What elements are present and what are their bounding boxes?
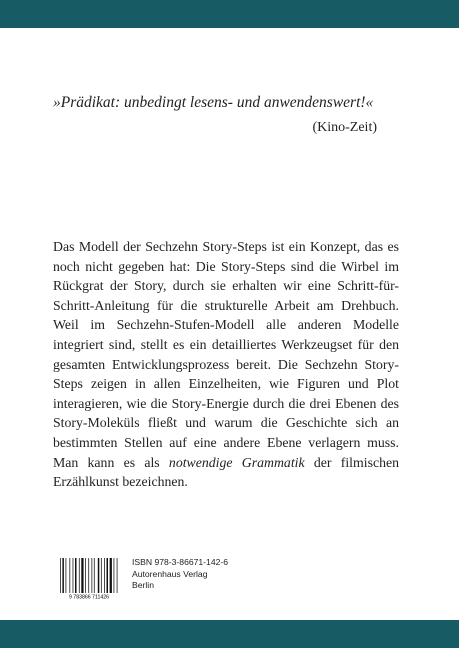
barcode-bar — [79, 558, 80, 593]
blurb-text — [53, 237, 399, 492]
barcode-bar — [110, 558, 112, 593]
barcode-bar — [66, 558, 67, 593]
barcode-bar — [98, 558, 100, 593]
barcode-bar — [101, 558, 102, 593]
barcode-bar — [62, 558, 64, 593]
isbn-barcode — [57, 556, 121, 600]
barcode-icon — [57, 556, 121, 600]
barcode-bar — [117, 558, 118, 593]
barcode-bar — [114, 558, 115, 593]
review-source: (Kino-Zeit) — [312, 120, 377, 135]
isbn-number: ISBN 978-3-86671-142-6 — [132, 557, 229, 567]
blurb-emphasis: notwendige Grammatik — [168, 454, 305, 470]
blurb-part-2: der filmischen Erzählkunst bezeichnen. — [53, 454, 399, 490]
blurb-part-1: Das Modell der Sechzehn Story-Steps ist ein Konzept, das es noch nicht gegeben hat: Die Story-Steps sind die Wirbel im Rückgrat der Story, durch sie erhalten wir eine Schritt-für-Schritt-Anleitung für die strukturelle Arbeit am Drehbuch. Weil im Sechzehn-Stufen-Modell alle anderen Modelle integriert sind, stellt es ein detailliertes Werkzeugset für den gesamten Entwicklungsprozess bereit. Die Sechzehn Story-Steps zeigen in allen Einzelheiten, wie Figuren und Plot interagieren, wie die Story-Energie durch die drei Ebenen des Story-Moleküls fließt und warum die Geschichte sich an bestimmten Stellen auf eine andere Ebene verlagern muss. Man kann es als — [53, 239, 399, 470]
barcode-bar — [88, 558, 89, 593]
barcode-bar — [81, 558, 83, 593]
top-color-band — [0, 0, 459, 28]
barcode-bar — [85, 558, 86, 593]
publisher-name: Autorenhaus Verlag — [132, 568, 208, 579]
barcode-digits: 9 783866 711426 — [68, 594, 110, 600]
review-quote: »Prädikat: unbedingt lesens- und anwendenswert!« — [53, 94, 374, 111]
publisher-city: Berlin — [132, 580, 154, 590]
barcode-bar — [104, 558, 105, 593]
barcode-bar — [73, 558, 74, 593]
barcode-bar — [92, 558, 93, 593]
imprint-block — [132, 557, 228, 592]
barcode-bar — [60, 558, 61, 593]
barcode-bar — [107, 558, 109, 593]
barcode-bar — [69, 558, 70, 593]
barcode-bar — [75, 558, 77, 593]
bottom-color-band — [0, 620, 459, 648]
barcode-bar — [94, 558, 95, 593]
